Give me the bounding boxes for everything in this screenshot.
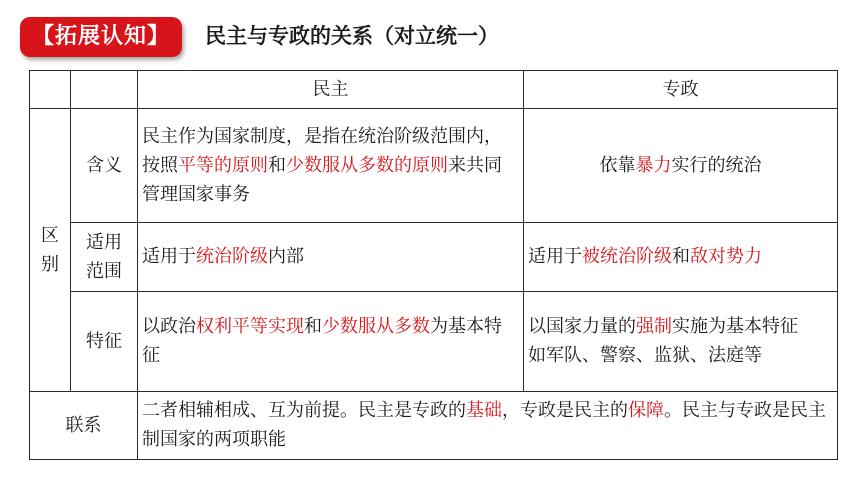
section-tag: 【拓展认知】	[20, 17, 182, 57]
text: 和	[304, 316, 322, 338]
cell-democracy-meaning	[138, 109, 524, 223]
table-header-row	[30, 71, 838, 109]
empty-corner-cell	[30, 71, 71, 109]
highlight-text: 保障	[628, 400, 664, 422]
row-label-scope	[71, 223, 138, 291]
row-label-text: 适用范围	[86, 231, 122, 282]
group-label-difference	[30, 109, 71, 392]
cell-dictatorship-meaning	[524, 109, 838, 223]
page-title: 民主与专政的关系（对立统一）	[205, 24, 499, 48]
cell-dictatorship-feature	[524, 291, 838, 391]
text: ，专政是民主的	[502, 400, 628, 422]
text: 民主作为国家制度，是指在统治阶级范围内，按照	[142, 126, 502, 177]
cell-democracy-scope	[138, 223, 524, 291]
text: 内部	[268, 246, 304, 268]
text: 和	[268, 155, 286, 177]
text: 适用于	[142, 246, 196, 268]
table-row-scope	[30, 223, 838, 291]
text: 如军队、警察、监狱、法庭等	[528, 345, 762, 367]
table-row-feature	[30, 291, 838, 391]
text: 二者相辅相成、互为前提。民主是专政的	[142, 400, 466, 422]
row-label-meaning: 含义	[71, 109, 138, 223]
comparison-table	[29, 70, 838, 460]
cell-democracy-feature	[138, 291, 524, 391]
text: 以政治	[142, 316, 196, 338]
highlight-text: 被统治阶级	[582, 246, 672, 268]
highlight-text: 平等的原则	[178, 155, 268, 177]
text: 实行的统治	[671, 155, 762, 177]
empty-corner-cell	[71, 71, 138, 109]
column-header-democracy: 民主	[138, 71, 524, 109]
row-label-feature: 特征	[71, 291, 138, 391]
highlight-text: 基础	[466, 400, 502, 422]
row-label-relation: 联系	[30, 391, 138, 459]
table-row-meaning	[30, 109, 838, 223]
column-header-dictatorship: 专政	[524, 71, 838, 109]
text: 和	[672, 246, 690, 268]
highlight-text: 暴力	[635, 155, 672, 177]
cell-dictatorship-scope	[524, 223, 838, 291]
highlight-text: 统治阶级	[196, 246, 268, 268]
text: 适用于	[528, 246, 582, 268]
highlight-text: 权利平等实现	[196, 316, 304, 338]
table-row-relation	[30, 391, 838, 459]
group-label-text: 区别	[41, 224, 59, 275]
highlight-text: 强制	[636, 316, 672, 338]
header	[0, 0, 860, 68]
text: 实施为基本特征	[672, 316, 798, 338]
highlight-text: 少数服从多数的原则	[286, 155, 448, 177]
cell-relation	[138, 391, 838, 459]
text: 以国家力量的	[528, 316, 636, 338]
text: 依靠	[599, 155, 636, 177]
highlight-text: 少数服从多数	[322, 316, 430, 338]
text: 来共同管理国家事务	[142, 155, 502, 206]
text: 为基本特征	[142, 316, 502, 367]
highlight-text: 敌对势力	[690, 246, 762, 268]
text: 。民主与专政是民主制国家的两项职能	[142, 400, 826, 451]
